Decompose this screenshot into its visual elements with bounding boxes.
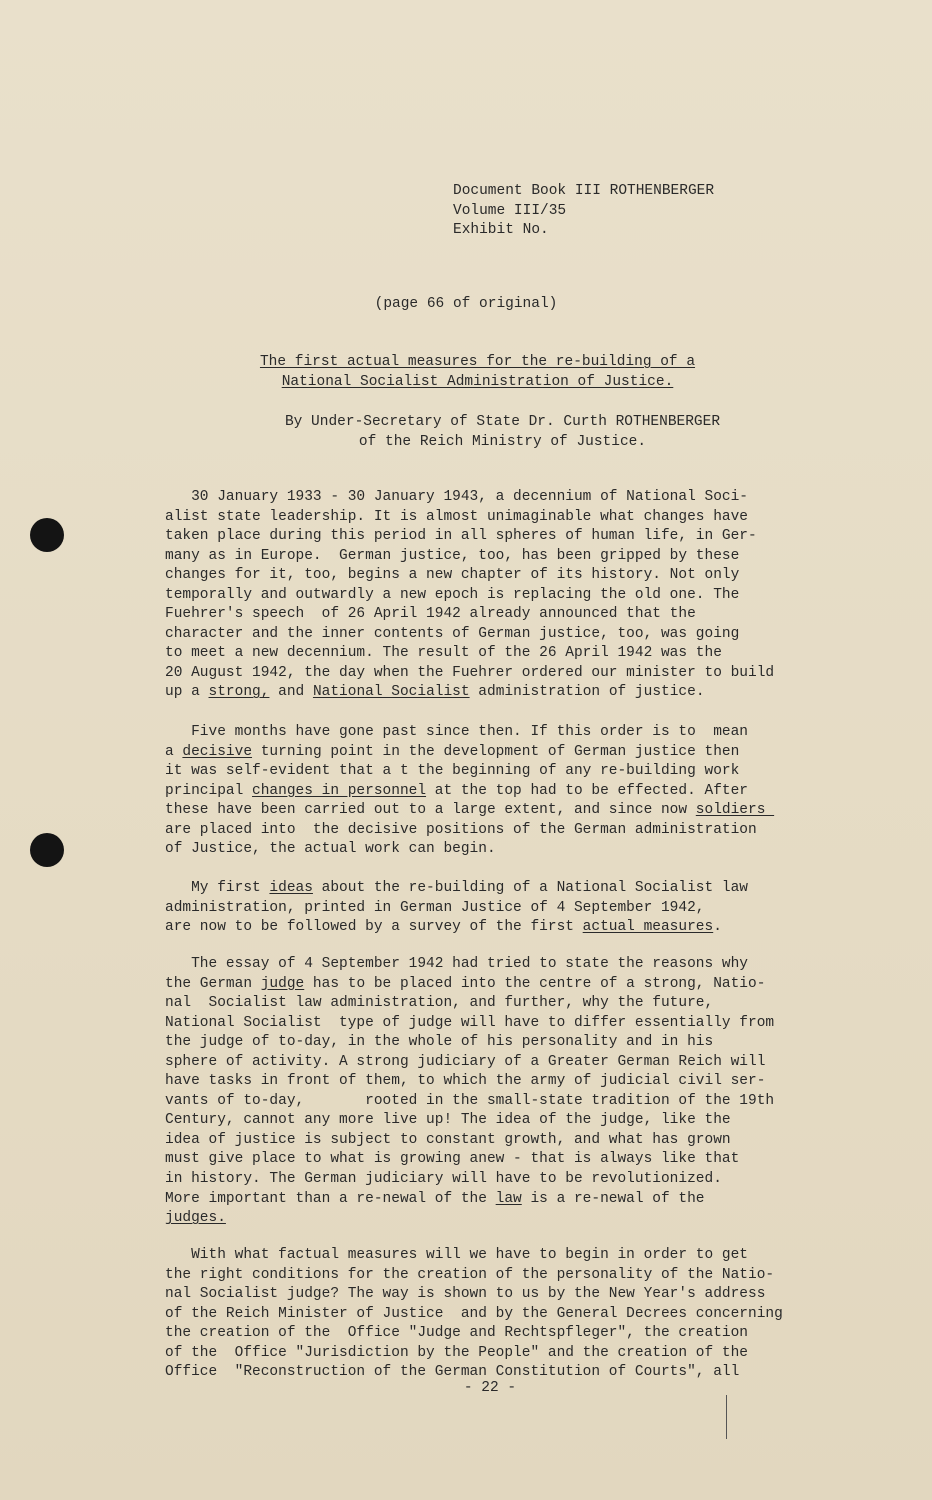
text-segment: the judge of to-day, in the whole of his personality and in his [165, 1034, 714, 1051]
text-segment: turning point in the development of German justice then [252, 743, 740, 760]
text-segment: More important than a re-newal of the [165, 1190, 496, 1207]
paragraph-2 [165, 723, 845, 860]
text-segment: Fuehrer's speech of 26 April 1942 already announced that the [165, 606, 696, 623]
text-segment: Century, cannot any more live up! The idea of the judge, like the [165, 1112, 731, 1129]
text-segment: about the re-building of a National Socialist law [312, 880, 749, 896]
text-segment: vants of to-day, rooted in the small-state tradition of the 19th [165, 1092, 775, 1109]
text-segment: National Socialist type of judge will have to differ essentially from [165, 1014, 775, 1031]
underlined-text: ideas [269, 880, 313, 896]
text-line [165, 1150, 845, 1170]
text-line [165, 782, 845, 802]
text-line [165, 605, 845, 625]
text-line [165, 1324, 845, 1344]
text-segment: sphere of activity. A strong judiciary of a Greater German Reich will [165, 1053, 766, 1070]
text-segment: character and the inner contents of German justice, too, was going [165, 625, 740, 642]
text-line [165, 1209, 845, 1229]
text-segment: With what factual measures will we have to begin in order to get [165, 1247, 748, 1263]
text-line [165, 723, 845, 743]
text-segment: administration, printed in German Justice of 4 September 1942, [165, 899, 705, 916]
text-line [165, 1111, 845, 1131]
text-segment: at the top had to be effected. After [426, 782, 748, 799]
title-line: National Socialist Administration of Justice. [281, 374, 674, 390]
text-segment: it was self-evident that a t the beginning of any re-building work [165, 763, 740, 780]
text-line [165, 1092, 845, 1112]
text-line [165, 644, 845, 664]
underlined-text: judges. [165, 1210, 226, 1227]
header-line: Document Book III ROTHENBERGER [453, 183, 715, 199]
punch-hole [30, 518, 64, 552]
paragraph-1 [165, 488, 845, 703]
text-line [165, 1344, 845, 1364]
byline-line: of the Reich Ministry of Justice. [358, 434, 647, 450]
text-segment: 20 August 1942, the day when the Fuehrer ordered our minister to build [165, 664, 775, 681]
underlined-text: National Socialist [312, 684, 470, 701]
text-segment: many as in Europe. German justice, too, has been gripped by these [165, 547, 740, 564]
text-segment: of the Office "Jurisdiction by the People" and the creation of the [165, 1344, 748, 1361]
text-segment: temporally and outwardly a new epoch is replacing the old one. The [165, 586, 740, 603]
page-number: - 22 - [463, 1380, 517, 1396]
text-line [165, 1014, 845, 1034]
text-segment: 30 January 1933 - 30 January 1943, a decennium of National Soci- [165, 489, 748, 505]
underlined-text: law [495, 1190, 522, 1207]
text-segment: is a re-newal of the [521, 1190, 705, 1207]
text-segment: Five months have gone past since then. If this order is to mean [165, 724, 748, 740]
text-line [165, 1072, 845, 1092]
text-segment: administration of justice. [469, 684, 705, 701]
paragraph-5 [165, 1246, 845, 1383]
text-line [165, 683, 845, 703]
punch-hole [30, 833, 64, 867]
text-segment: are placed into the decisive positions of the German administration [165, 821, 757, 838]
document-header [453, 182, 714, 241]
byline-line: By Under-Secretary of State Dr. Curth ROTHENBERGER [284, 414, 721, 430]
text-line [165, 664, 845, 684]
text-line [165, 566, 845, 586]
text-segment: taken place during this period in all spheres of human life, in Ger- [165, 528, 757, 545]
document-title [0, 352, 932, 392]
text-line [165, 625, 845, 645]
underlined-text: actual measures [582, 919, 714, 936]
text-segment: Office "Reconstruction of the German Constitution of Courts", all [165, 1364, 740, 1381]
text-segment: changes for it, too, begins a new chapter of its history. Not only [165, 567, 740, 584]
text-segment: alist state leadership. It is almost unimaginable what changes have [165, 508, 748, 525]
underlined-text: strong, [208, 684, 270, 701]
text-line [165, 1033, 845, 1053]
underlined-text: judge [260, 975, 305, 992]
author-byline [0, 412, 932, 452]
text-segment: of Justice, the actual work can begin. [165, 841, 496, 858]
text-line [165, 547, 845, 567]
text-line [165, 743, 845, 763]
text-segment: must give place to what is growing anew - that is always like that [165, 1151, 740, 1168]
page-reference: (page 66 of original) [374, 296, 558, 312]
text-segment: The essay of 4 September 1942 had tried to state the reasons why [165, 956, 748, 972]
text-segment: nal Socialist judge? The way is shown to us by the New Year's address [165, 1286, 766, 1303]
text-line [165, 955, 845, 975]
underlined-text: soldiers [695, 802, 775, 819]
text-line [165, 488, 845, 508]
header-line: Exhibit No. [453, 222, 549, 238]
text-line [165, 879, 845, 899]
underlined-text: decisive [182, 743, 253, 760]
text-line [165, 994, 845, 1014]
paragraph-4 [165, 955, 845, 1229]
text-line [165, 918, 845, 938]
text-segment: principal [165, 782, 253, 799]
header-line: Volume III/35 [453, 202, 567, 219]
text-line [165, 586, 845, 606]
text-segment: has to be placed into the centre of a strong, Natio- [304, 975, 766, 992]
title-line: The first actual measures for the re-building of a [259, 354, 696, 370]
text-segment: of the Reich Minister of Justice and by the General Decrees concerning [165, 1305, 783, 1322]
text-segment: to meet a new decennium. The result of the 26 April 1942 was the [165, 645, 722, 662]
text-segment: up a [165, 684, 209, 701]
text-line [165, 1246, 845, 1266]
text-line [165, 508, 845, 528]
text-line [165, 1053, 845, 1073]
text-line [165, 840, 845, 860]
text-line [165, 762, 845, 782]
text-line [165, 1190, 845, 1210]
text-segment: the right conditions for the creation of the personality of the Natio- [165, 1266, 775, 1283]
text-line [165, 1266, 845, 1286]
underlined-text: changes in personnel [252, 782, 427, 799]
text-line [165, 1305, 845, 1325]
text-segment: the German [165, 975, 261, 992]
text-segment: nal Socialist law administration, and further, why the future, [165, 995, 714, 1012]
text-line [165, 821, 845, 841]
text-segment: are now to be followed by a survey of the first [165, 919, 583, 936]
text-segment: these have been carried out to a large extent, and since now [165, 802, 696, 819]
text-line [165, 975, 845, 995]
text-line [165, 801, 845, 821]
text-segment: . [713, 919, 722, 936]
margin-mark [726, 1395, 727, 1439]
paragraph-3 [165, 879, 845, 938]
text-line [165, 1285, 845, 1305]
text-segment: have tasks in front of them, to which the army of judicial civil ser- [165, 1073, 766, 1090]
text-line [165, 1131, 845, 1151]
text-line [165, 899, 845, 919]
text-line [165, 527, 845, 547]
text-segment: the creation of the Office "Judge and Rechtspfleger", the creation [165, 1325, 748, 1342]
text-segment: a [165, 743, 183, 760]
text-segment: idea of justice is subject to constant growth, and what has grown [165, 1131, 731, 1148]
text-segment: My first [165, 880, 270, 896]
text-segment: in history. The German judiciary will have to be revolutionized. [165, 1171, 722, 1188]
text-segment: and [269, 684, 313, 701]
text-line [165, 1170, 845, 1190]
